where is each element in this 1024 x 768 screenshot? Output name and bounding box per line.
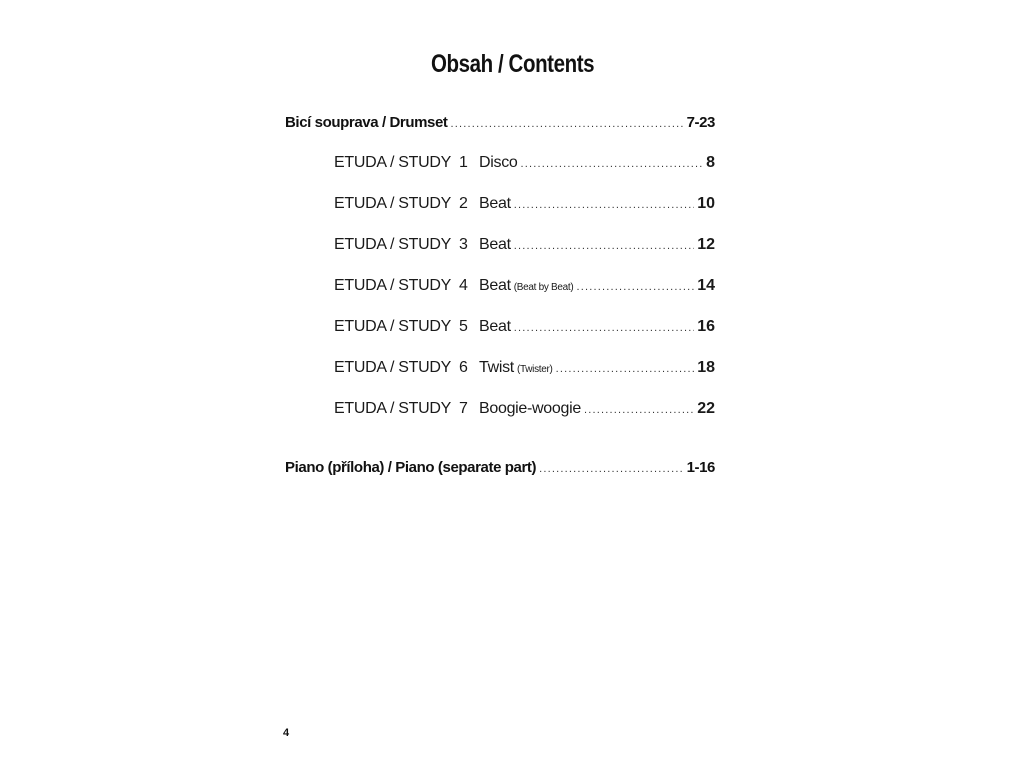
etude-label: ETUDA / STUDY 4 [334, 277, 468, 294]
dot-leader [556, 363, 695, 375]
toc-section-label: Bicí souprava / Drumset [285, 114, 448, 131]
piece-title: Beat [479, 236, 511, 253]
piece-name: Twist [479, 359, 514, 376]
piece-title: Beat [479, 318, 511, 335]
dot-leader [514, 199, 694, 211]
piece-title: Boogie-woogie [479, 400, 581, 417]
dot-leader [514, 322, 694, 334]
toc-section-piano [285, 459, 715, 483]
piece-name: Beat [479, 277, 511, 294]
dot-leader [539, 463, 683, 475]
page-ref: 8 [706, 154, 715, 171]
dot-leader [521, 158, 704, 170]
toc-section-label: Piano (příloha) / Piano (separate part) [285, 459, 537, 476]
page-ref: 10 [697, 195, 715, 212]
dot-leader [576, 281, 694, 293]
piece-title [479, 277, 573, 295]
toc-section-drumset [285, 114, 715, 138]
dot-leader [514, 240, 694, 252]
page-ref: 16 [697, 318, 715, 335]
piece-title: Beat [479, 195, 511, 212]
piece-title [479, 359, 553, 377]
toc-section-pages: 1-16 [686, 459, 715, 476]
dot-leader [584, 404, 694, 416]
etude-label: ETUDA / STUDY 6 [334, 359, 468, 376]
page-ref: 14 [697, 277, 715, 294]
etude-label: ETUDA / STUDY 2 [334, 195, 468, 212]
toc-entry-3 [334, 236, 715, 260]
piece-title: Disco [479, 154, 518, 171]
etude-label: ETUDA / STUDY 5 [334, 318, 468, 335]
toc-entry-6 [334, 359, 715, 383]
page-number: 4 [283, 727, 290, 739]
toc-entry-5 [334, 318, 715, 342]
toc-entry-2 [334, 195, 715, 219]
page-ref: 12 [697, 236, 715, 253]
toc-entry-7 [334, 400, 715, 424]
piece-subtitle: (Twister) [516, 364, 553, 375]
etude-label: ETUDA / STUDY 1 [334, 154, 468, 171]
page-ref: 22 [697, 400, 715, 417]
dot-leader [451, 118, 684, 130]
etude-label: ETUDA / STUDY 3 [334, 236, 468, 253]
toc-entry-4 [334, 277, 715, 301]
piece-subtitle: (Beat by Beat) [513, 282, 574, 293]
etude-label: ETUDA / STUDY 7 [334, 400, 468, 417]
page-ref: 18 [697, 359, 715, 376]
toc-section-pages: 7-23 [686, 114, 715, 131]
page-title: Obsah / Contents [430, 50, 595, 78]
toc-entry-1 [334, 154, 715, 178]
